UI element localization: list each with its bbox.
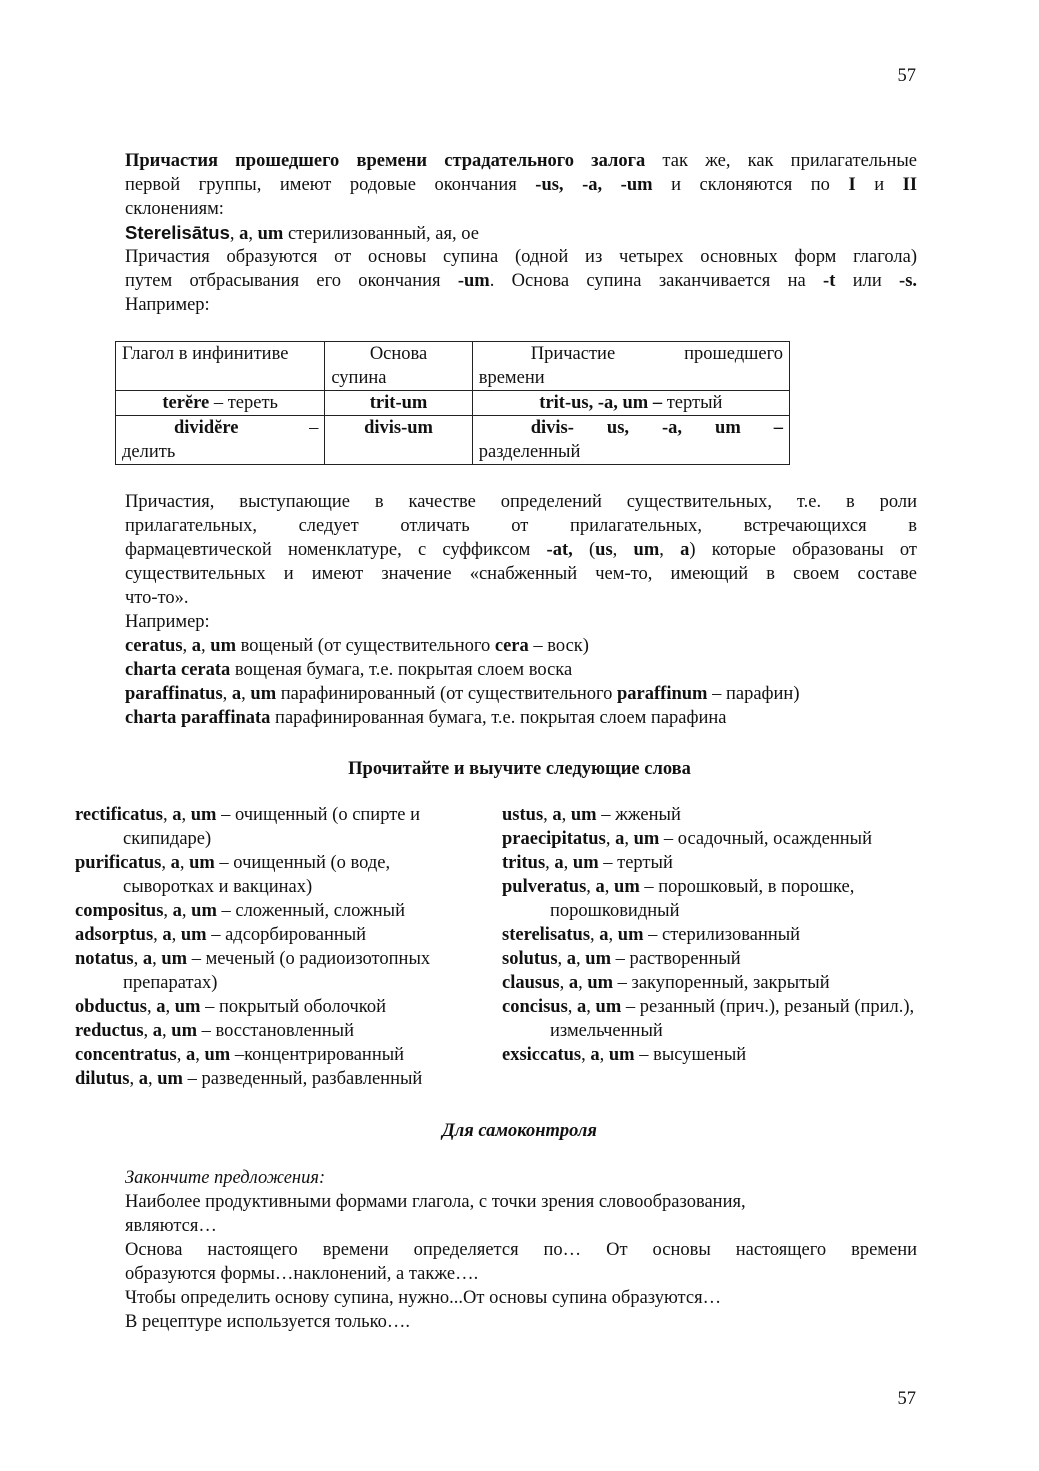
sentence: В рецептуре используется только…. <box>125 1312 411 1332</box>
verb: dividĕre <box>174 418 239 438</box>
table-header-row <box>116 342 790 391</box>
translation: – сложенный, сложный <box>221 901 405 921</box>
ending-um: um <box>171 1021 197 1041</box>
vocab-column-left <box>75 803 485 1091</box>
ending-a: a <box>231 684 242 704</box>
participle: divis- us, -a, um – <box>530 418 783 438</box>
intro-line-2 <box>125 173 917 197</box>
self-control-heading: Для самоконтроля <box>442 1121 597 1141</box>
latin-word: rectificatus <box>75 805 164 825</box>
translation: – высушеный <box>639 1045 747 1065</box>
ending-um: um <box>189 853 215 873</box>
formation-line-2 <box>125 269 917 293</box>
vocab-heading: Прочитайте и выучите следующие слова <box>348 759 691 779</box>
latin-word: reductus <box>75 1021 144 1041</box>
latin-word: solutus <box>502 949 558 969</box>
sentence: Наиболее продуктивными формами глагола, с точки зрения словообразования, <box>125 1192 746 1212</box>
vocab-entry: reductus, a, um – восстановленный <box>75 1021 354 1041</box>
vocab-entry: obductus, a, um – покрытый оболочкой <box>75 997 386 1017</box>
table-cell-verb <box>116 416 325 465</box>
sentence: Чтобы определить основу супина, нужно...От основы супина образуются… <box>125 1288 722 1308</box>
ending-um: um <box>257 224 284 244</box>
vocab-entry: exsiccatus, a, um – высушеный <box>502 1045 747 1065</box>
translation: – закупоренный, закрытый <box>617 973 830 993</box>
formation-line-3: Например: <box>125 295 210 315</box>
translation: – порошковый, в порошке, порошковидный <box>550 877 855 921</box>
latin-noun: paraffinum <box>617 684 708 704</box>
vocab-entry: dilutus, a, um – разведенный, разбавленный <box>75 1069 423 1089</box>
latin-word: charta cerata <box>125 660 231 680</box>
ending-um: um <box>191 901 217 921</box>
intro-text: так же, как прилагательные <box>662 151 917 171</box>
ending-a: a <box>599 925 609 945</box>
latin-word: concisus <box>502 997 568 1017</box>
latin-word: adsorptus <box>75 925 154 945</box>
formation-line-1: Причастия образуются от основы супина (одной из четырех основных форм глагола) <box>125 247 917 267</box>
translation: – очищенный (о воде, сыворотках и вакцинах) <box>123 853 391 897</box>
example-word: Sterelisātus <box>125 222 230 243</box>
vocab-entry: ustus, a, um – жженый <box>502 805 681 825</box>
table-row <box>116 416 790 465</box>
ending-um: um <box>157 1069 183 1089</box>
ending-a: a <box>577 997 587 1017</box>
intro-example: Sterelisātus, a, um стерилизованный, ая, ое <box>125 222 479 244</box>
table-cell-verb <box>116 391 325 416</box>
vocab-entry: purificatus, a, um – очищенный (о воде, сыворотках и вакцинах) <box>75 853 391 897</box>
ending-a: a <box>138 1069 149 1089</box>
participle: trit-us, -a, um – <box>539 393 663 413</box>
ending-t: -t <box>823 271 836 291</box>
header-stem-line2: супина <box>331 368 387 388</box>
page-number-bottom: 57 <box>897 1389 916 1409</box>
vocab-column-right <box>502 803 922 1067</box>
participles-text: которые образованы от <box>711 540 918 560</box>
declension-II: II <box>902 175 918 195</box>
translation: – очищенный (о спирте и скипидаре) <box>123 805 421 849</box>
translation: – воск) <box>533 636 589 656</box>
translation: парафинированный (от существительного <box>280 684 613 704</box>
latin-word: ustus <box>502 805 544 825</box>
latin-word: sterelisatus <box>502 925 591 945</box>
ending-um: um <box>572 853 599 873</box>
ending-um: um <box>570 805 597 825</box>
translation: – жженый <box>601 805 681 825</box>
ending-s: -s. <box>899 271 918 291</box>
latin-word: concentratus <box>75 1045 177 1065</box>
translation: – осадочный, осажденный <box>663 829 872 849</box>
participles-line: что-то». <box>125 588 189 608</box>
ending-um: um <box>250 684 277 704</box>
ending-a: a <box>152 1021 163 1041</box>
translation: – разведенный, разбавленный <box>187 1069 423 1089</box>
participle-translation: разделенный <box>478 442 581 462</box>
table-cell-participle <box>472 416 789 465</box>
header-participle-line1: Причастие прошедшего <box>530 344 783 364</box>
participle-table <box>115 341 790 465</box>
participles-section <box>125 490 917 730</box>
ending-um: um <box>585 949 611 969</box>
participles-line: существительных и имеют значение «снабженный чем-то, имеющий в своем составе <box>125 564 917 584</box>
translation: – покрытый оболочкой <box>205 997 386 1017</box>
ending-a: a <box>156 997 166 1017</box>
example-paraffinatus: paraffinatus, a, um парафинированный (от существительного paraffinum – парафин) <box>125 684 800 704</box>
example-charta-paraffinata <box>125 706 917 730</box>
latin-word: clausus <box>502 973 560 993</box>
latin-word: pulveratus <box>502 877 587 897</box>
intro-text: первой группы, имеют родовые окончания <box>125 175 517 195</box>
endings: -us, -a, -um <box>535 175 653 195</box>
sentence: являются… <box>125 1216 217 1236</box>
self-control-section <box>125 1166 917 1334</box>
ending-a: a <box>590 1045 600 1065</box>
ending-us: us <box>595 540 613 560</box>
ending-a: a <box>595 877 605 897</box>
ending-um: um <box>180 925 207 945</box>
sentence: Основа настоящего времени определяется по… От основы настоящего времени <box>125 1240 917 1260</box>
intro-line-3: склонениям: <box>125 199 224 219</box>
paren: ( <box>588 540 596 560</box>
ending-a: a <box>172 901 182 921</box>
declension-I: I <box>848 175 856 195</box>
term-passive-participle: Причастия прошедшего времени страдательного залога <box>125 151 646 171</box>
table-cell-participle <box>472 391 789 416</box>
intro-text: . Основа супина заканчивается на <box>489 271 806 291</box>
example-ceratus: ceratus, a, um вощеный (от существительного cera – воск) <box>125 636 589 656</box>
participles-line: фармацевтической номенклатуре, с суффиксом -at, (us, um, a) которые образованы от <box>125 540 918 560</box>
ending-um: um <box>633 540 660 560</box>
latin-word: charta paraffinata <box>125 708 271 728</box>
ending-um: -um <box>457 271 490 291</box>
ending-a: a <box>552 805 562 825</box>
vocab-entry: concentratus, a, um –концентрированный <box>75 1045 405 1065</box>
latin-word: tritus <box>502 853 546 873</box>
intro-text: и <box>874 175 885 195</box>
suffix-at: -at, <box>546 540 573 560</box>
intro-section <box>125 149 917 317</box>
ending-a: a <box>162 925 172 945</box>
ending-a: a <box>554 853 564 873</box>
verb-translation: – <box>309 418 319 438</box>
verb-translation: – тереть <box>213 393 278 413</box>
table-header-cell <box>472 342 789 391</box>
translation: – тертый <box>603 853 673 873</box>
ending-um: um <box>161 949 188 969</box>
translation: – восстановленный <box>201 1021 354 1041</box>
vocab-entry: solutus, a, um – растворенный <box>502 949 741 969</box>
vocab-entry: concisus, a, um – резанный (прич.), резаный (прил.), измельченный <box>502 997 915 1041</box>
latin-noun: cera <box>494 636 529 656</box>
translation: – растворенный <box>615 949 741 969</box>
vocab-entry: rectificatus, a, um – очищенный (о спирте и скипидаре) <box>75 805 421 849</box>
ending-a: a <box>239 224 249 244</box>
verb: terĕre <box>162 393 210 413</box>
ending-a: a <box>172 805 182 825</box>
table-row <box>116 391 790 416</box>
page-number-top: 57 <box>897 66 916 86</box>
translation: парафинированная бумага, т.е. покрытая слоем парафина <box>275 708 727 728</box>
participle-translation: тертый <box>666 393 723 413</box>
ending-um: um <box>210 636 236 656</box>
intro-line-1 <box>125 149 917 173</box>
participles-text: фармацевтической номенклатуре, с суффиксом <box>125 540 531 560</box>
translation: – адсорбированный <box>211 925 367 945</box>
latin-word: obductus <box>75 997 147 1017</box>
self-control-prompt: Закончите предложения: <box>125 1168 326 1188</box>
participles-line: прилагательных, следует отличать от прилагательных, встречающихся в <box>125 516 917 536</box>
intro-text: путем отбрасывания его окончания <box>125 271 441 291</box>
ending-a: a <box>170 853 180 873</box>
ending-um: um <box>204 1045 231 1065</box>
translation: – резанный (прич.), резаный (прил.), измельченный <box>550 997 915 1041</box>
ending-um: um <box>595 997 622 1017</box>
ending-a: a <box>615 829 625 849</box>
vocab-entry: notatus, a, um – меченый (о радиоизотопных препаратах) <box>75 949 431 993</box>
table-cell-stem <box>325 391 472 416</box>
translation: –концентрированный <box>234 1045 405 1065</box>
ending-a: a <box>566 949 577 969</box>
ending-um: um <box>608 1045 635 1065</box>
verb-translation-cont: делить <box>122 442 176 462</box>
paren: ) <box>689 540 696 560</box>
stem: divis-um <box>364 418 433 438</box>
translation: вощеная бумага, т.е. покрытая слоем воска <box>234 660 573 680</box>
ending-a: a <box>185 1045 196 1065</box>
ending-um: um <box>617 925 644 945</box>
ending-a: a <box>680 540 690 560</box>
vocab-entry: adsorptus, a, um – адсорбированный <box>75 925 367 945</box>
intro-text: или <box>852 271 882 291</box>
ending-um: um <box>587 973 614 993</box>
latin-word: purificatus <box>75 853 162 873</box>
example-charta-cerata <box>125 658 917 682</box>
latin-word: notatus <box>75 949 134 969</box>
ending-a: a <box>568 973 579 993</box>
vocab-entry: pulveratus, a, um – порошковый, в порошке, порошковидный <box>502 877 855 921</box>
ending-um: um <box>190 805 217 825</box>
translation: вощеный (от существительного <box>240 636 491 656</box>
example-translation: стерилизованный, ая, ое <box>287 224 479 244</box>
latin-word: paraffinatus <box>125 684 223 704</box>
latin-word: dilutus <box>75 1069 130 1089</box>
participles-line: Например: <box>125 612 210 632</box>
vocab-entry: clausus, a, um – закупоренный, закрытый <box>502 973 830 993</box>
ending-um: um <box>633 829 660 849</box>
table-header-cell <box>325 342 472 391</box>
translation: – парафин) <box>712 684 800 704</box>
table-cell-stem <box>325 416 472 465</box>
vocab-entry: tritus, a, um – тертый <box>502 853 673 873</box>
sentence: образуются формы…наклонений, а также…. <box>125 1264 479 1284</box>
stem: trit-um <box>369 393 428 413</box>
intro-text: и склоняются по <box>671 175 830 195</box>
header-verb: Глагол в инфинитиве <box>122 344 289 364</box>
translation: – меченый (о радиоизотопных препаратах) <box>123 949 431 993</box>
latin-word: compositus <box>75 901 164 921</box>
latin-word: exsiccatus <box>502 1045 582 1065</box>
vocab-entry: praecipitatus, a, um – осадочный, осажденный <box>502 829 872 849</box>
header-stem-line1: Основа <box>369 344 428 364</box>
translation: – стерилизованный <box>648 925 801 945</box>
ending-um: um <box>174 997 201 1017</box>
latin-word: ceratus <box>125 636 183 656</box>
latin-word: praecipitatus <box>502 829 606 849</box>
ending-a: a <box>142 949 153 969</box>
vocab-entry: compositus, a, um – сложенный, сложный <box>75 901 405 921</box>
vocab-entry: sterelisatus, a, um – стерилизованный <box>502 925 801 945</box>
ending-a: a <box>191 636 202 656</box>
participles-line: Причастия, выступающие в качестве определений существительных, т.е. в роли <box>125 492 917 512</box>
table-header-cell <box>116 342 325 391</box>
ending-um: um <box>614 877 640 897</box>
header-participle-line2: времени <box>478 368 545 388</box>
